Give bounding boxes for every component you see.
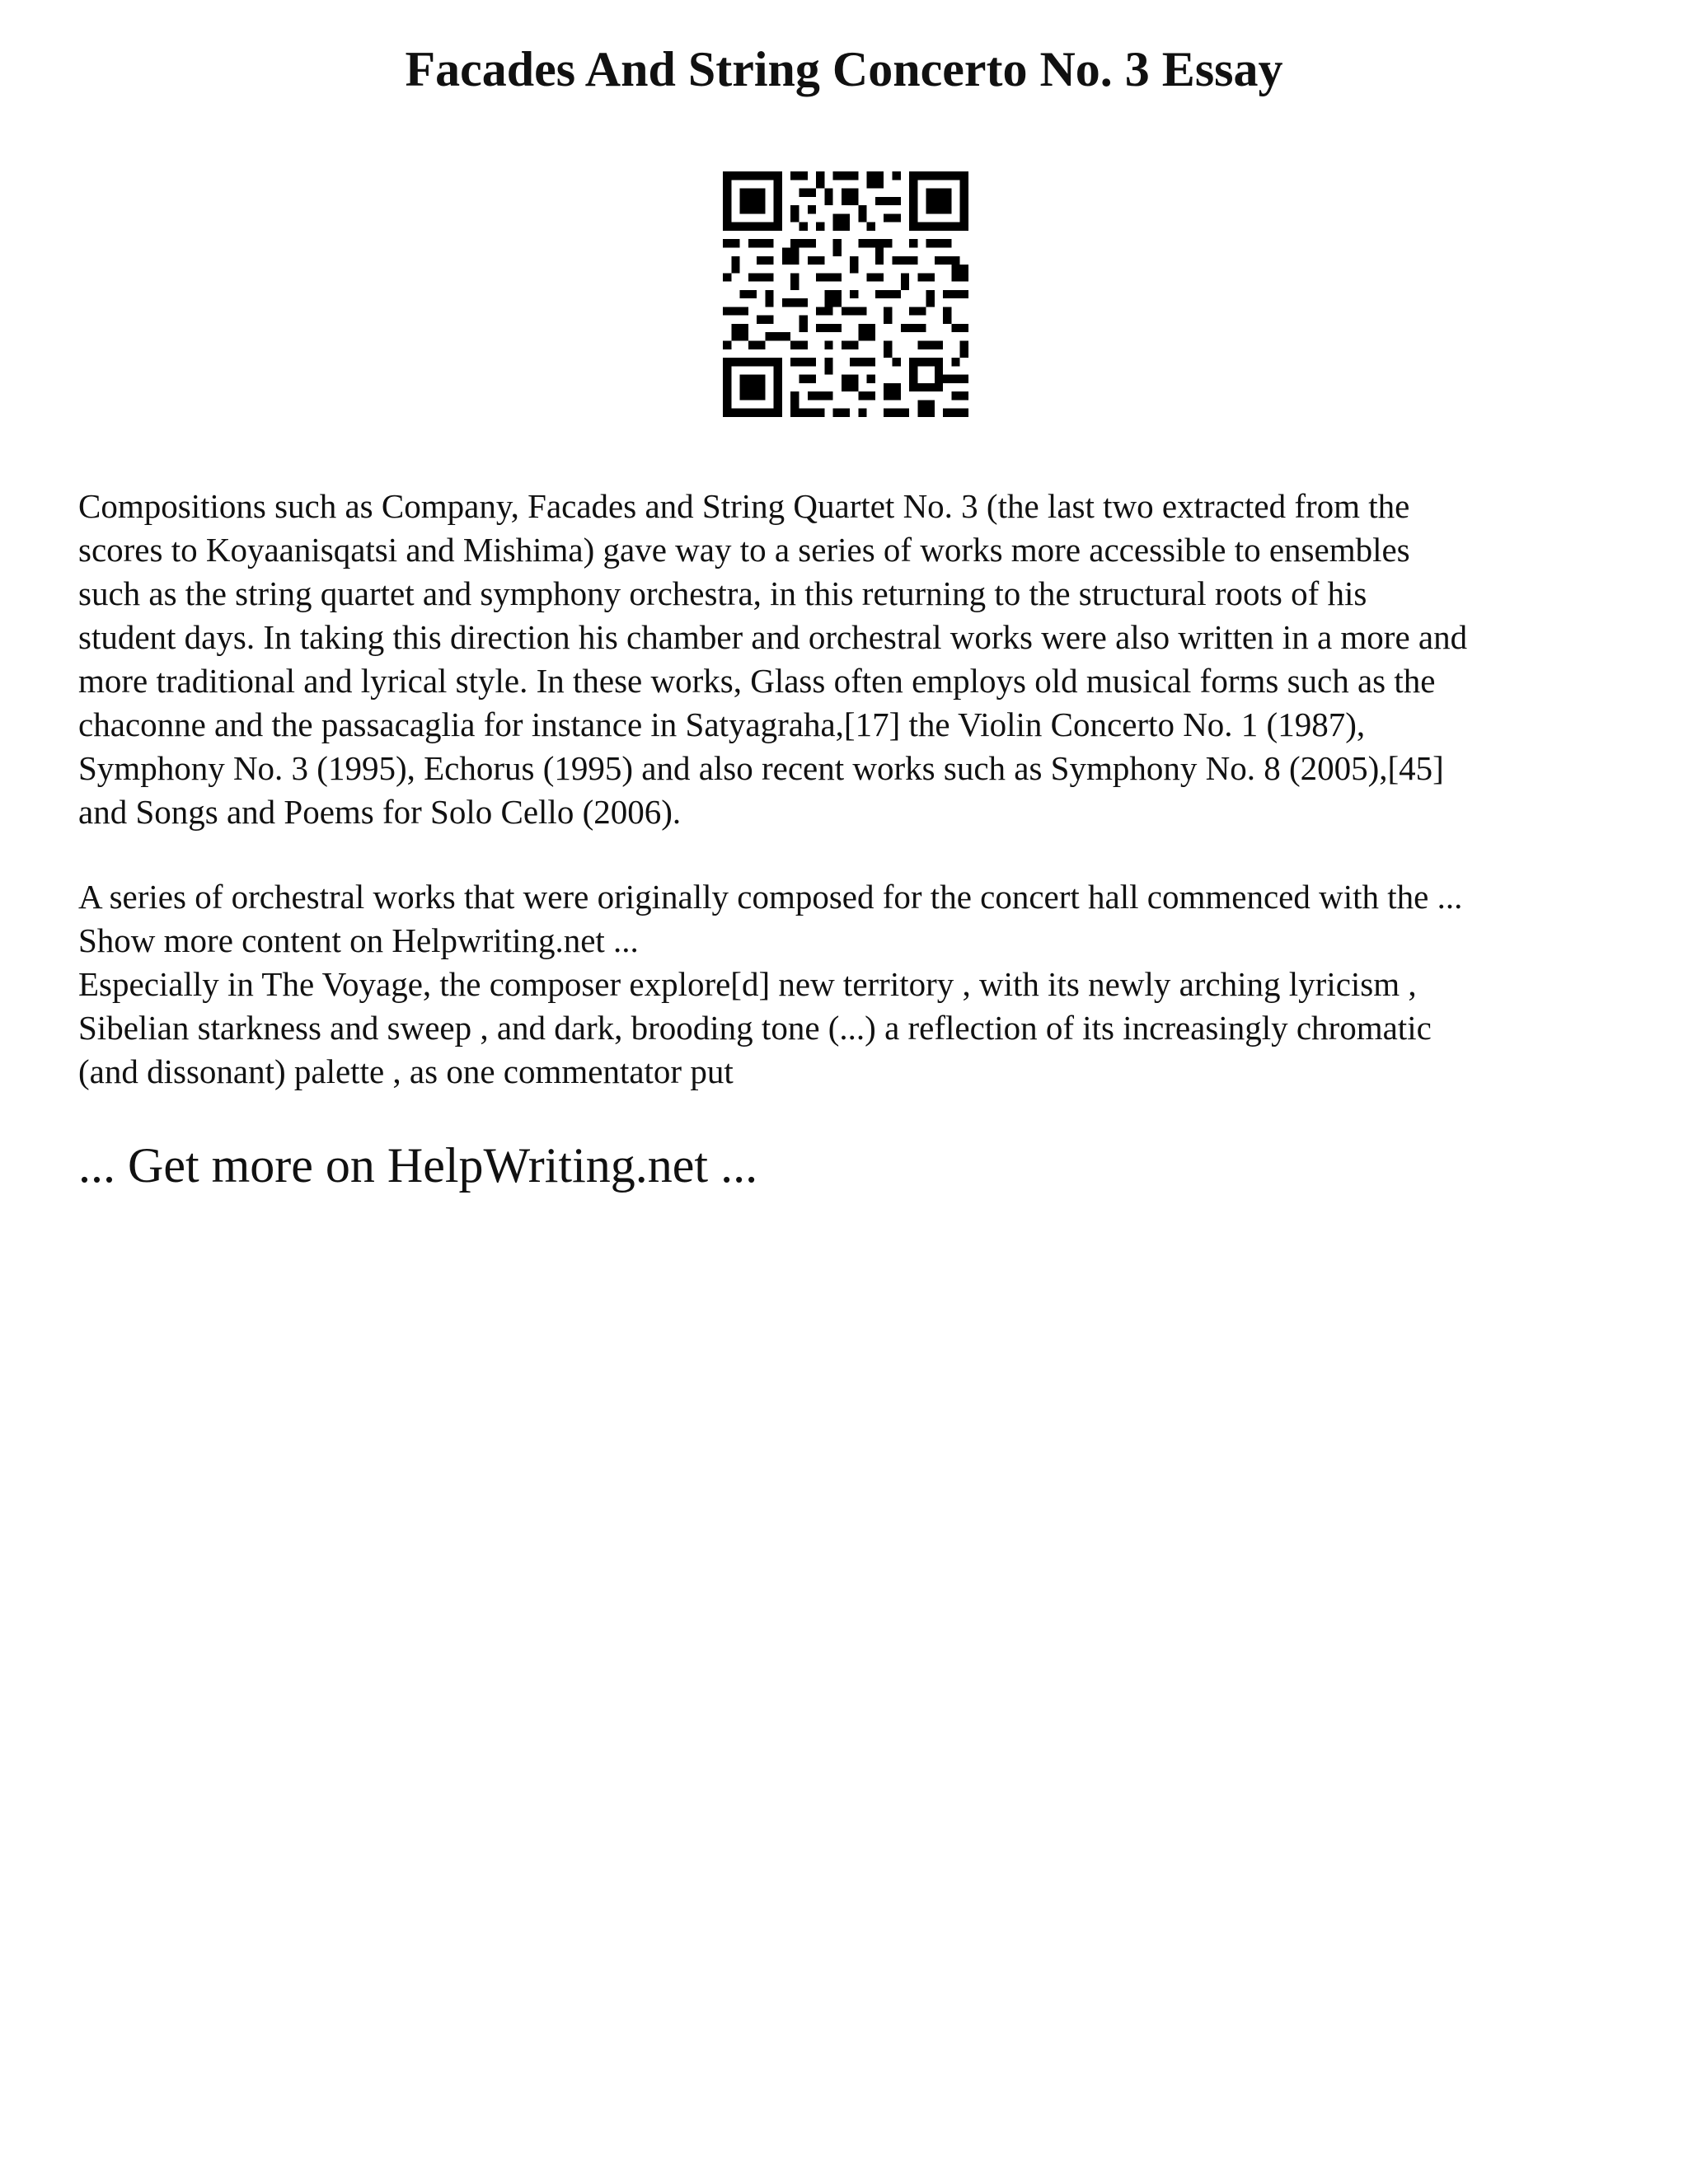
paragraph-line: (and dissonant) palette , as one commentator put bbox=[78, 1052, 734, 1090]
paragraph-line: A series of orchestral works that were originally composed for the concert hall commenced with the ... bbox=[78, 878, 1463, 916]
paragraph-line: chaconne and the passacaglia for instance in Satyagraha,[17] the Violin Concerto No. 1 (1987), bbox=[78, 705, 1366, 743]
paragraph-line: more traditional and lyrical style. In these works, Glass often employs old musical forms such as the bbox=[78, 662, 1436, 700]
show-more-link[interactable]: Show more content on Helpwriting.net ... bbox=[78, 921, 639, 959]
paragraph-line: student days. In taking this direction his chamber and orchestral works were also written in a more and bbox=[78, 618, 1468, 656]
paragraph-line: Compositions such as Company, Facades and String Quartet No. 3 (the last two extracted from the bbox=[78, 487, 1410, 525]
paragraph-line: such as the string quartet and symphony orchestra, in this returning to the structural roots of his bbox=[78, 574, 1367, 612]
qr-code-icon bbox=[723, 171, 968, 417]
paragraph-line: Especially in The Voyage, the composer explore[d] new territory , with its newly arching lyricism , bbox=[78, 965, 1417, 1003]
essay-paragraph-1 bbox=[78, 485, 1628, 834]
essay-paragraph-2 bbox=[78, 875, 1628, 1094]
get-more-link[interactable]: ... Get more on HelpWriting.net ... bbox=[78, 1138, 758, 1193]
page-title: Facades And String Concerto No. 3 Essay bbox=[405, 42, 1283, 96]
paragraph-line: Symphony No. 3 (1995), Echorus (1995) and also recent works such as Symphony No. 8 (2005),[45] bbox=[78, 749, 1444, 787]
paragraph-line: and Songs and Poems for Solo Cello (2006). bbox=[78, 793, 682, 831]
paragraph-line: Sibelian starkness and sweep , and dark, brooding tone (...) a reflection of its increasingly chromatic bbox=[78, 1009, 1432, 1047]
paragraph-line: scores to Koyaanisqatsi and Mishima) gave way to a series of works more accessible to ensembles bbox=[78, 531, 1410, 569]
